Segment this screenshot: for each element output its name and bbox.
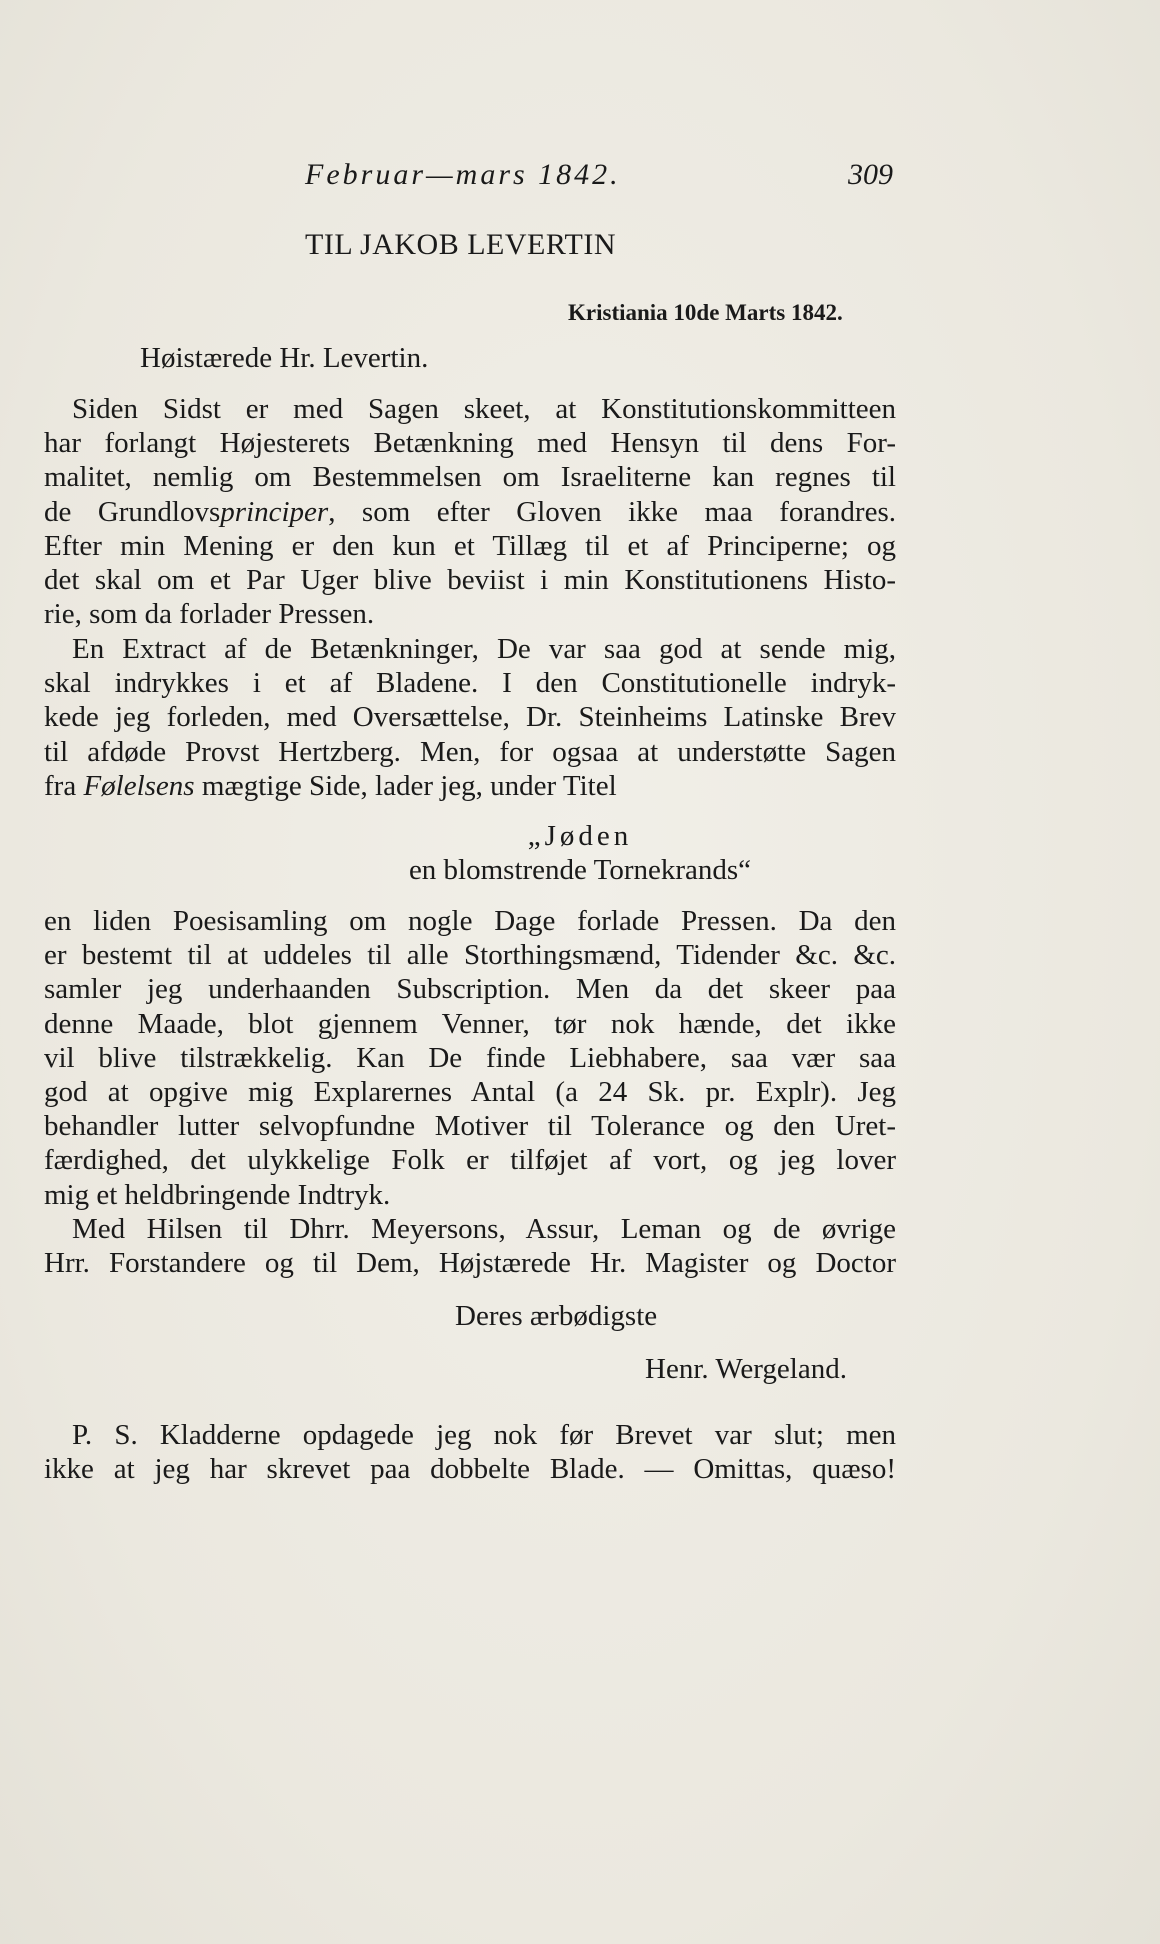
running-head: Februar—mars 1842. — [305, 158, 621, 191]
text-segment: mægtige Side, lader jeg, under Titel — [194, 769, 617, 802]
text-line: til afdøde Provst Hertzberg. Men, for ogsaa at understøtte Sagen — [44, 735, 896, 768]
text-line: P. S. Kladderne opdagede jeg nok før Brevet var slut; men — [72, 1419, 896, 1451]
text-line: Med Hilsen til Dhrr. Meyersons, Assur, Leman og de øvrige — [72, 1213, 896, 1245]
text-line: Hrr. Forstandere og til Dem, Højstærede Hr. Magister og Doctor — [44, 1247, 896, 1280]
text-line: behandler lutter selvopfundne Motiver til Tolerance og den Uret- — [44, 1110, 896, 1143]
text-segment: , som efter Gloven ikke maa forandres. — [328, 495, 896, 528]
italic-text: principer — [220, 495, 329, 528]
text-line: malitet, nemlig om Bestemmelsen om Israeliterne kan regnes til — [44, 461, 896, 494]
letter-signature: Henr. Wergeland. — [645, 1353, 847, 1385]
letter-title: TIL JAKOB LEVERTIN — [305, 228, 617, 261]
text-line: skal indrykkes i et af Bladene. I den Constitutionelle indryk- — [44, 667, 896, 700]
book-title: „Jøden — [527, 820, 633, 852]
text-line — [44, 495, 896, 529]
book-subtitle: en blomstrende Tornekrands“ — [408, 854, 752, 886]
paragraph-3 — [44, 904, 896, 1212]
italic-text: Følelsens — [83, 769, 195, 802]
text-line: ikke at jeg har skrevet paa dobbelte Blade. — Omittas, quæso! — [44, 1453, 896, 1486]
text-line: samler jeg underhaanden Subscription. Men da det skeer paa — [44, 973, 896, 1006]
letter-dateline: Kristiania 10de Marts 1842. — [568, 300, 843, 325]
letter-salutation: Høistærede Hr. Levertin. — [140, 342, 429, 374]
text-segment: fra — [44, 769, 84, 802]
text-line: det skal om et Par Uger blive beviist i min Konstitutionens Histo- — [44, 564, 896, 597]
paragraph-1 — [44, 392, 896, 631]
postscript — [44, 1418, 896, 1486]
text-line: vil blive tilstrækkelig. Kan De finde Liebhabere, saa vær saa — [44, 1041, 896, 1074]
text-line: kede jeg forleden, med Oversættelse, Dr. Steinheims Latinske Brev — [44, 701, 896, 734]
page-number: 309 — [848, 158, 893, 191]
text-line: færdighed, det ulykkelige Folk er tilføjet af vort, og jeg lover — [44, 1144, 896, 1177]
text-line: Siden Sidst er med Sagen skeet, at Konstitutionskommitteen — [72, 393, 896, 425]
text-line: en liden Poesisamling om nogle Dage forlade Pressen. Da den — [44, 905, 896, 937]
paragraph-4 — [44, 1212, 896, 1280]
text-line: Efter min Mening er den kun et Tillæg til et af Principerne; og — [44, 529, 896, 562]
letter-closing: Deres ærbødigste — [455, 1300, 658, 1332]
text-line — [44, 769, 896, 803]
text-line: er bestemt til at uddeles til alle Storthingsmænd, Tidender &c. &c. — [44, 939, 896, 972]
text-segment: de Grundlovs — [44, 495, 221, 528]
paragraph-2 — [44, 632, 896, 803]
text-line: god at opgive mig Explarernes Antal (a 24 Sk. pr. Explr). Jeg — [44, 1076, 896, 1109]
text-line: rie, som da forlader Pressen. — [44, 598, 375, 631]
text-line: har forlangt Højesterets Betænkning med Hensyn til dens For- — [44, 427, 896, 460]
text-line: En Extract af de Betænkninger, De var saa god at sende mig, — [72, 633, 896, 665]
text-line: denne Maade, blot gjennem Venner, tør nok hænde, det ikke — [44, 1007, 896, 1040]
text-line: mig et heldbringende Indtryk. — [44, 1178, 391, 1211]
